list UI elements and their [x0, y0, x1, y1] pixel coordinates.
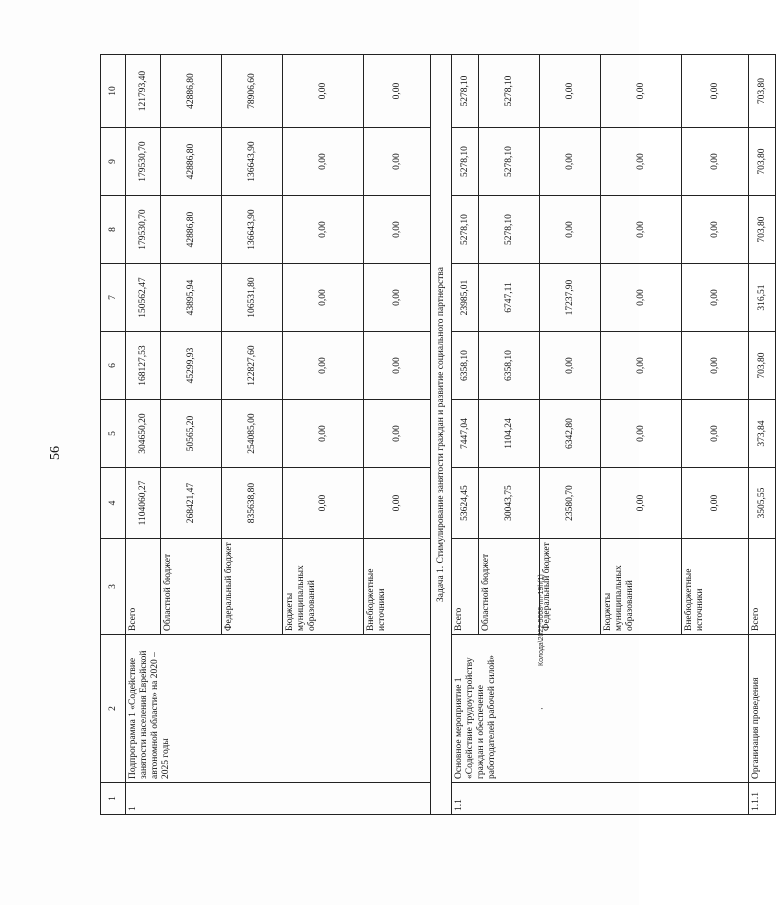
value-cell: 835638,80 [222, 468, 283, 539]
value-cell: 23985,01 [452, 264, 479, 332]
value-cell: 0,00 [682, 128, 749, 196]
funding-source: Федеральный бюджет [540, 539, 601, 635]
value-cell: 268421,47 [161, 468, 222, 539]
table-row [749, 55, 776, 815]
value-cell: 0,00 [540, 332, 601, 400]
header-cell: 6 [101, 332, 126, 400]
value-cell: 42886,80 [161, 128, 222, 196]
funding-source: Внебюджетные источники [364, 539, 431, 635]
value-cell: 42886,80 [161, 196, 222, 264]
header-cell: 4 [101, 468, 126, 539]
value-cell: 0,00 [540, 128, 601, 196]
value-cell: 703,80 [749, 332, 776, 400]
subprogram-title: Подпрограмма 1 «Содействие занятости населения Еврейской автономной области» на 2020 – 2025 годы [126, 635, 431, 783]
value-cell: 0,00 [601, 196, 682, 264]
item-title: Организация проведения [749, 635, 776, 783]
value-cell: 179530,70 [126, 196, 161, 264]
value-cell: 373,84 [749, 400, 776, 468]
value-cell: 0,00 [601, 468, 682, 539]
value-cell: 5278,10 [479, 55, 540, 128]
value-cell: 0,00 [601, 55, 682, 128]
value-cell: 0,00 [601, 264, 682, 332]
value-cell: 43895,94 [161, 264, 222, 332]
value-cell: 179530,70 [126, 128, 161, 196]
value-cell: 1104,24 [479, 400, 540, 468]
value-cell: 6358,10 [452, 332, 479, 400]
row-number: 1.1 [452, 783, 749, 815]
value-cell: 0,00 [364, 264, 431, 332]
funding-source: Бюджеты муниципальных образований [283, 539, 364, 635]
header-cell: 8 [101, 196, 126, 264]
value-cell: 50565,20 [161, 400, 222, 468]
value-cell: 3505,55 [749, 468, 776, 539]
value-cell: 5278,10 [452, 128, 479, 196]
value-cell: 122827,60 [222, 332, 283, 400]
value-cell: 42886,80 [161, 55, 222, 128]
budget-table-container [100, 55, 767, 815]
value-cell: 0,00 [682, 332, 749, 400]
value-cell: 0,00 [283, 400, 364, 468]
header-row [101, 55, 126, 815]
value-cell: 23580,70 [540, 468, 601, 539]
header-cell: 3 [101, 539, 126, 635]
header-cell: 7 [101, 264, 126, 332]
funding-source: Областной бюджет [479, 539, 540, 635]
value-cell: 703,80 [749, 55, 776, 128]
header-cell: 2 [101, 635, 126, 783]
task-heading: Задача 1. Стимулирование занятости граждан и развитие социального партнерства [431, 55, 452, 815]
value-cell: 6747,11 [479, 264, 540, 332]
table-row [452, 55, 479, 815]
value-cell: 0,00 [682, 468, 749, 539]
value-cell: 136643,90 [222, 128, 283, 196]
task-row [431, 55, 452, 815]
measure-title [452, 635, 749, 783]
value-cell: 0,00 [283, 196, 364, 264]
value-cell: 0,00 [364, 332, 431, 400]
value-cell: 0,00 [283, 55, 364, 128]
value-cell: 17237,90 [540, 264, 601, 332]
value-cell: 254085,00 [222, 400, 283, 468]
funding-source: Всего [126, 539, 161, 635]
value-cell: 0,00 [682, 264, 749, 332]
value-cell: 53624,45 [452, 468, 479, 539]
row-number: 1.1.1 [749, 783, 776, 815]
row-number: 1 [126, 783, 431, 815]
value-cell: 136643,90 [222, 196, 283, 264]
value-cell: 0,00 [601, 128, 682, 196]
stray-mark: · [537, 706, 548, 711]
value-cell: 45299,93 [161, 332, 222, 400]
value-cell: 304650,20 [126, 400, 161, 468]
value-cell: 0,00 [682, 196, 749, 264]
value-cell: 5278,10 [452, 196, 479, 264]
budget-table [100, 54, 776, 815]
funding-source: Областной бюджет [161, 539, 222, 635]
header-cell: 1 [101, 783, 126, 815]
value-cell: 78906,60 [222, 55, 283, 128]
header-cell: 9 [101, 128, 126, 196]
value-cell: 6358,10 [479, 332, 540, 400]
funding-source: Всего [452, 539, 479, 635]
value-cell: 30043,75 [479, 468, 540, 539]
value-cell: 5278,10 [452, 55, 479, 128]
funding-source: Всего [749, 539, 776, 635]
value-cell: 0,00 [682, 400, 749, 468]
header-cell: 10 [101, 55, 126, 128]
value-cell: 703,80 [749, 128, 776, 196]
value-cell: 1104060,27 [126, 468, 161, 539]
document-stamp: Колода\2022-5008-nn-19h(1) [538, 574, 545, 666]
value-cell: 5278,10 [479, 196, 540, 264]
funding-source: Бюджеты муниципальных образований [601, 539, 682, 635]
value-cell: 106531,80 [222, 264, 283, 332]
value-cell: 0,00 [283, 332, 364, 400]
value-cell: 121793,40 [126, 55, 161, 128]
value-cell: 0,00 [364, 400, 431, 468]
table-row [126, 55, 161, 815]
value-cell: 0,00 [364, 128, 431, 196]
value-cell: 0,00 [364, 55, 431, 128]
measure-title-text: Основное мероприятие 1 «Содействие трудоустройству граждан и обеспечение работодателей рабочей силой» [454, 655, 497, 779]
funding-source: Федеральный бюджет [222, 539, 283, 635]
value-cell: 0,00 [283, 468, 364, 539]
value-cell: 0,00 [601, 400, 682, 468]
value-cell: 0,00 [540, 196, 601, 264]
value-cell: 0,00 [283, 264, 364, 332]
value-cell: 0,00 [540, 55, 601, 128]
value-cell: 6342,80 [540, 400, 601, 468]
page-number: 56 [48, 446, 63, 460]
value-cell: 0,00 [601, 332, 682, 400]
value-cell: 703,80 [749, 196, 776, 264]
value-cell: 168127,53 [126, 332, 161, 400]
value-cell: 5278,10 [479, 128, 540, 196]
value-cell: 0,00 [682, 55, 749, 128]
header-cell: 5 [101, 400, 126, 468]
funding-source: Внебюджетные источники [682, 539, 749, 635]
value-cell: 0,00 [283, 128, 364, 196]
value-cell: 0,00 [364, 196, 431, 264]
value-cell: 0,00 [364, 468, 431, 539]
value-cell: 7447,04 [452, 400, 479, 468]
value-cell: 150562,47 [126, 264, 161, 332]
value-cell: 316,51 [749, 264, 776, 332]
